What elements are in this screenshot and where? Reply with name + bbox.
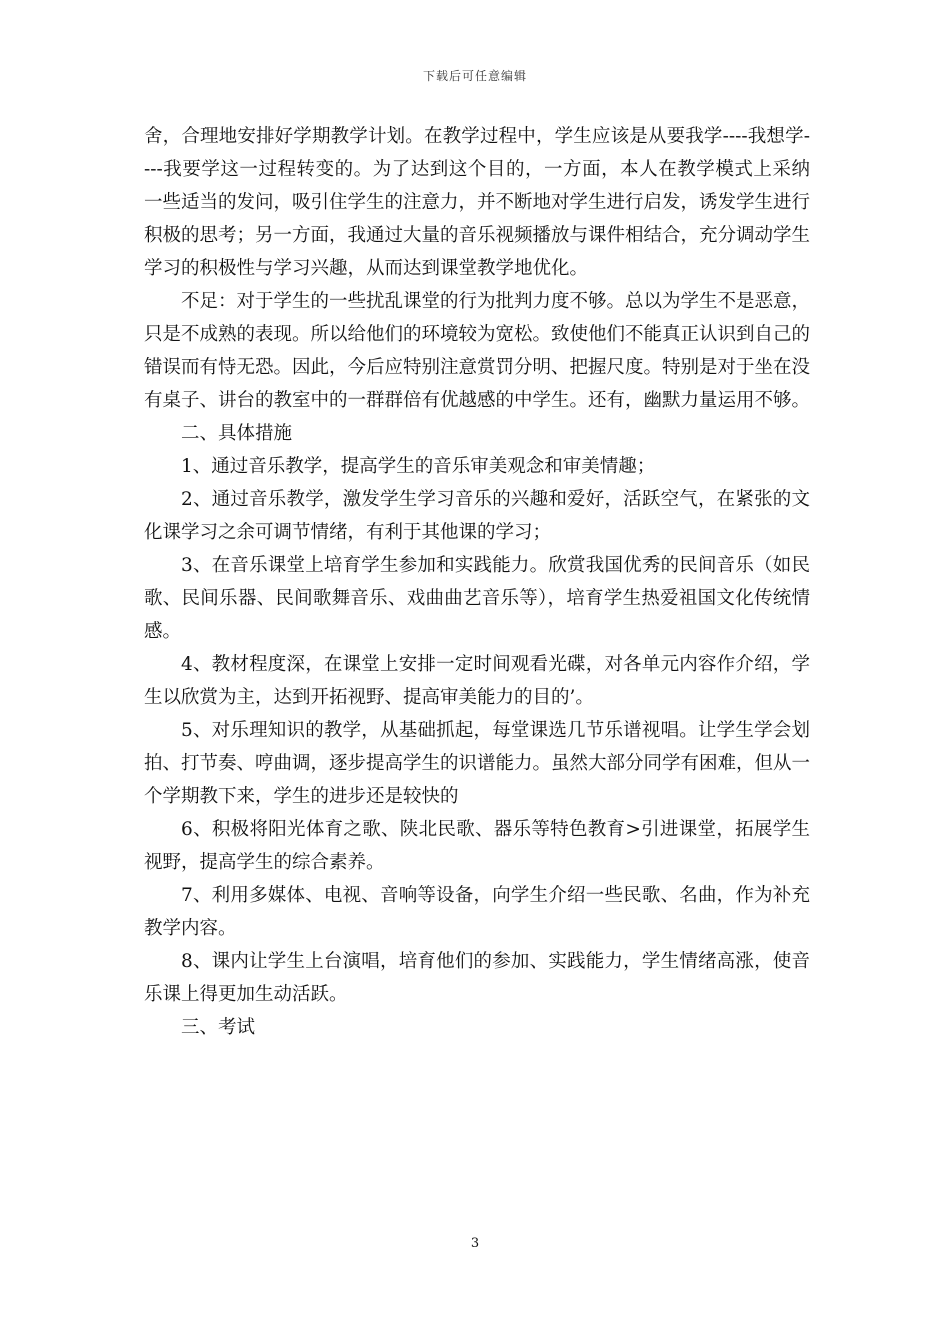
list-item-measure-4: 4、教材程度深，在课堂上安排一定时间观看光碟，对各单元内容作介绍，学生以欣赏为主，达到开拓视野、提高审美能力的目的’。 <box>144 654 810 708</box>
document-body <box>144 120 810 1044</box>
page-header: 下载后可任意编辑 <box>422 69 527 83</box>
list-item-measure-7: 7、利用多媒体、电视、音响等设备，向学生介绍一些民歌、名曲，作为补充教学内容。 <box>144 885 810 939</box>
list-item-measure-2: 2、通过音乐教学，激发学生学习音乐的兴趣和爱好，活跃空气，在紧张的文化课学习之余可调节情绪，有利于其他课的学习； <box>144 489 810 543</box>
paragraph-shortcomings: 不足：对于学生的一些扰乱课堂的行为批判力度不够。总以为学生不是恶意，只是不成熟的表现。所以给他们的环境较为宽松。致使他们不能真正认识到自己的错误而有恃无恐。因此，今后应特别注意赏罚分明、把握尺度。特别是对于坐在没有桌子、讲台的教室中的一群群倍有优越感的中学生。还有，幽默力量运用不够。 <box>144 291 811 411</box>
section-heading-exam: 三、考试 <box>181 1017 256 1038</box>
page-number: 3 <box>470 1236 480 1251</box>
list-item-measure-6: 6、积极将阳光体育之歌、陕北民歌、器乐等特色教育>引进课堂，拓展学生视野，提高学生的综合素养。 <box>144 819 810 873</box>
section-heading-measures: 二、具体措施 <box>181 423 293 444</box>
paragraph-intro-continued: 舍，合理地安排好学期教学计划。在教学过程中，学生应该是从要我学----我想学----我要学这一过程转变的。为了达到这个目的，一方面，本人在教学模式上采纳一些适当的发问，吸引住学生的注意力，并不断地对学生进行启发，诱发学生进行积极的思考；另一方面，我通过大量的音乐视频播放与课件相结合，充分调动学生学习的积极性与学习兴趣，从而达到课堂教学地优化。 <box>144 126 811 279</box>
list-item-measure-3: 3、在音乐课堂上培育学生参加和实践能力。欣赏我国优秀的民间音乐（如民歌、民间乐器、民间歌舞音乐、戏曲曲艺音乐等），培育学生热爱祖国文化传统情感。 <box>144 555 810 642</box>
list-item-measure-1: 1、通过音乐教学，提高学生的音乐审美观念和审美情趣； <box>181 456 656 477</box>
list-item-measure-5: 5、对乐理知识的教学，从基础抓起，每堂课选几节乐谱视唱。让学生学会划拍、打节奏、哼曲调，逐步提高学生的识谱能力。虽然大部分同学有困难，但从一个学期教下来，学生的进步还是较快的 <box>144 720 811 807</box>
list-item-measure-8: 8、课内让学生上台演唱，培育他们的参加、实践能力，学生情绪高涨，使音乐课上得更加生动活跃。 <box>144 951 810 1005</box>
